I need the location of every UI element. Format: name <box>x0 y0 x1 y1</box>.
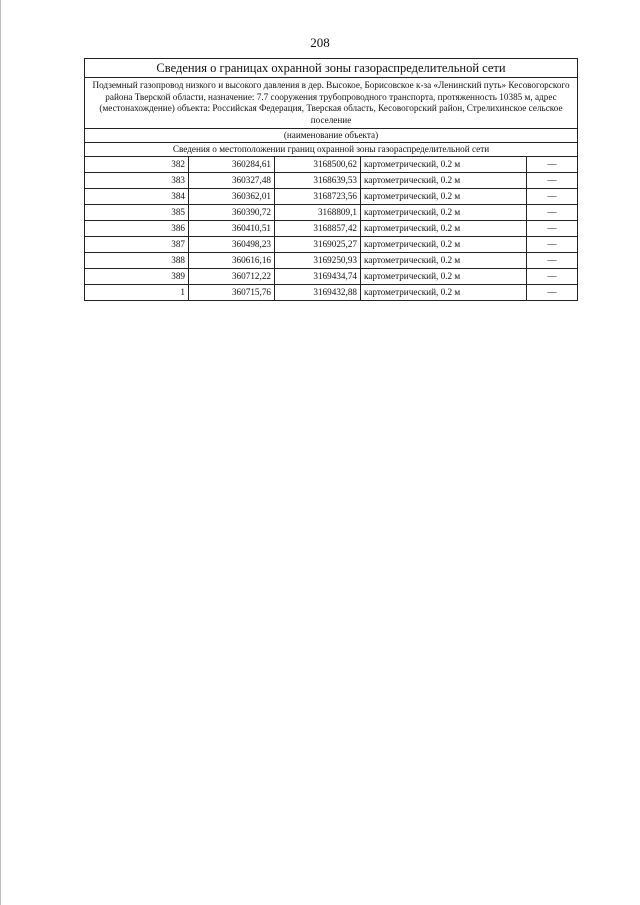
note-cell: — <box>527 157 578 173</box>
x-coordinate-cell: 360362,01 <box>189 189 275 205</box>
y-coordinate-cell: 3168723,56 <box>275 189 361 205</box>
table-row <box>85 157 578 173</box>
y-coordinate-cell: 3168857,42 <box>275 221 361 237</box>
method-cell: картометрический, 0.2 м <box>361 269 527 285</box>
point-number-cell: 384 <box>85 189 189 205</box>
table-row <box>85 237 578 253</box>
x-coordinate-cell: 360712,22 <box>189 269 275 285</box>
point-number-cell: 387 <box>85 237 189 253</box>
note-cell: — <box>527 189 578 205</box>
point-number-cell: 389 <box>85 269 189 285</box>
method-cell: картометрический, 0.2 м <box>361 205 527 221</box>
y-coordinate-cell: 3168500,62 <box>275 157 361 173</box>
note-cell: — <box>527 285 578 301</box>
x-coordinate-cell: 360390,72 <box>189 205 275 221</box>
x-coordinate-cell: 360616,16 <box>189 253 275 269</box>
page-edge-line <box>0 0 1 905</box>
note-cell: — <box>527 269 578 285</box>
section-header: Сведения о местоположении границ охранной зоны газораспределительной сети <box>85 143 578 157</box>
object-caption: (наименование объекта) <box>85 129 578 143</box>
y-coordinate-cell: 3168809,1 <box>275 205 361 221</box>
note-cell: — <box>527 205 578 221</box>
table-row <box>85 253 578 269</box>
table-row <box>85 221 578 237</box>
method-cell: картометрический, 0.2 м <box>361 237 527 253</box>
method-cell: картометрический, 0.2 м <box>361 189 527 205</box>
y-coordinate-cell: 3168639,53 <box>275 173 361 189</box>
point-number-cell: 385 <box>85 205 189 221</box>
note-cell: — <box>527 173 578 189</box>
note-cell: — <box>527 221 578 237</box>
note-cell: — <box>527 237 578 253</box>
boundary-table-container <box>84 58 577 301</box>
y-coordinate-cell: 3169025,27 <box>275 237 361 253</box>
x-coordinate-cell: 360284,61 <box>189 157 275 173</box>
point-number-cell: 388 <box>85 253 189 269</box>
table-row <box>85 285 578 301</box>
table-row <box>85 205 578 221</box>
point-number-cell: 1 <box>85 285 189 301</box>
note-cell: — <box>527 253 578 269</box>
point-number-cell: 383 <box>85 173 189 189</box>
y-coordinate-cell: 3169434,74 <box>275 269 361 285</box>
x-coordinate-cell: 360410,51 <box>189 221 275 237</box>
method-cell: картометрический, 0.2 м <box>361 157 527 173</box>
method-cell: картометрический, 0.2 м <box>361 285 527 301</box>
method-cell: картометрический, 0.2 м <box>361 253 527 269</box>
x-coordinate-cell: 360498,23 <box>189 237 275 253</box>
object-description: Подземный газопровод низкого и высокого давления в дер. Высокое, Борисовское к-за «Ленинский путь» Кесовогорского района Тверской области, назначение: 7.7 сооружения трубопроводного транспорта, протяженность 10385 м, адрес (местонахождение) объекта: Российская Федерация, Тверская область, Кесовогорский район, Стрелихинское сельское поселение <box>85 78 578 129</box>
table-title: Сведения о границах охранной зоны газораспределительной сети <box>85 59 578 78</box>
boundary-table <box>84 58 578 301</box>
page-number: 208 <box>310 35 330 50</box>
y-coordinate-cell: 3169432,88 <box>275 285 361 301</box>
point-number-cell: 386 <box>85 221 189 237</box>
method-cell: картометрический, 0.2 м <box>361 173 527 189</box>
point-number-cell: 382 <box>85 157 189 173</box>
method-cell: картометрический, 0.2 м <box>361 221 527 237</box>
table-row <box>85 189 578 205</box>
y-coordinate-cell: 3169250,93 <box>275 253 361 269</box>
x-coordinate-cell: 360327,48 <box>189 173 275 189</box>
table-row <box>85 269 578 285</box>
table-row <box>85 173 578 189</box>
x-coordinate-cell: 360715,76 <box>189 285 275 301</box>
